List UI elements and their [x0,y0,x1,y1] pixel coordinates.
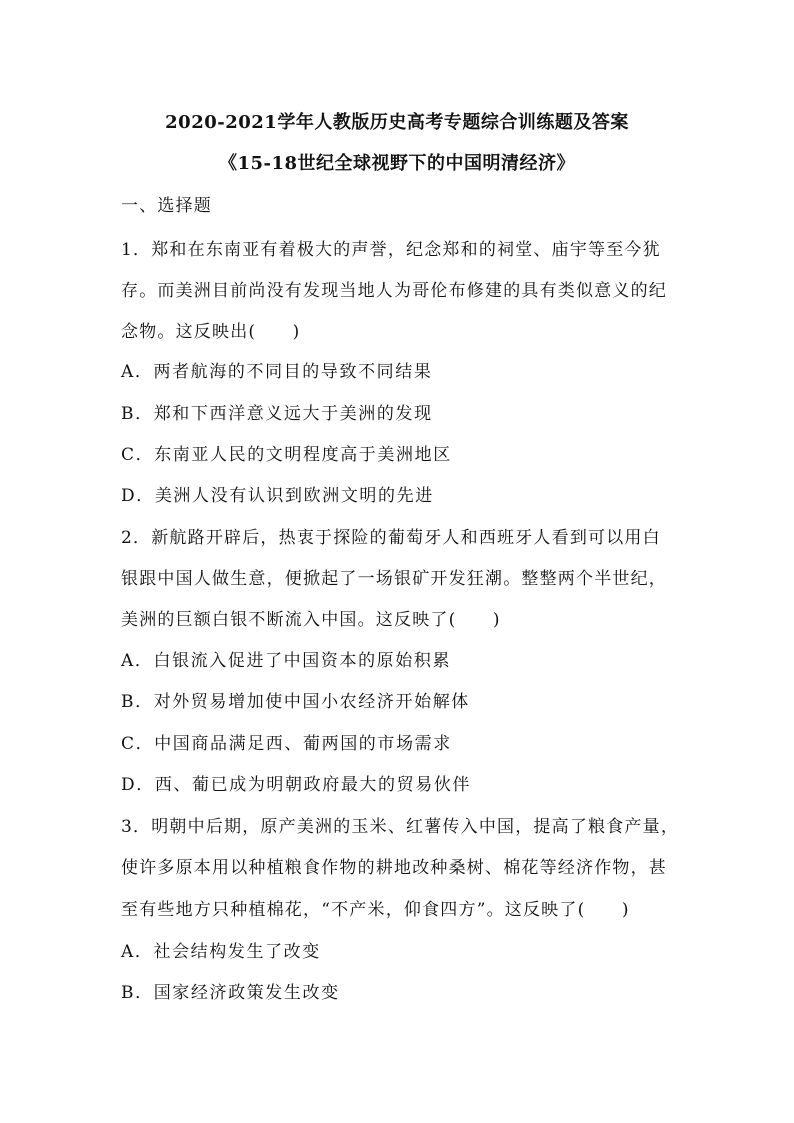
question-1-option-b: B．郑和下西洋意义远大于美洲的发现 [121,404,433,424]
question-3-option-b: B．国家经济政策发生改变 [121,983,340,1003]
question-1-line-2: 存。而美洲目前尚没有发现当地人为哥伦布修建的具有类似意义的纪 [121,281,667,301]
question-2-line-3: 美洲的巨额白银不断流入中国。这反映了( ) [121,610,501,630]
question-2-option-c: C．中国商品满足西、葡两国的市场需求 [121,734,452,754]
question-2-line-1: 2．新航路开辟后，热衷于探险的葡萄牙人和西班牙人看到可以用白 [121,528,661,548]
question-2-option-a: A．白银流入促进了中国资本的原始积累 [121,651,452,671]
question-3-line-2: 使许多原本用以种植粮食作物的耕地改种桑树、棉花等经济作物，甚 [121,858,667,878]
question-2-line-2: 银跟中国人做生意，便掀起了一场银矿开发狂潮。整整两个半世纪， [121,569,667,589]
section-heading: 一、选择题 [121,196,212,216]
question-2-option-d: D．西、葡已成为明朝政府最大的贸易伙伴 [121,775,472,795]
question-1-option-d: D．美洲人没有认识到欧洲文明的先进 [121,486,434,506]
document-title: 2020-2021学年人教版历史高考专题综合训练题及答案 [165,112,629,133]
question-3-line-1: 3．明朝中后期，原产美洲的玉米、红薯传入中国，提高了粮食产量， [121,817,680,837]
question-1-option-c: C．东南亚人民的文明程度高于美洲地区 [121,445,452,465]
question-1-option-a: A．两者航海的不同目的导致不同结果 [121,362,433,382]
question-3-option-a: A．社会结构发生了改变 [121,942,321,962]
question-3-line-3: 至有些地方只种植棉花，“不产米，仰食四方”。这反映了( ) [121,900,630,920]
question-1-line-1: 1．郑和在东南亚有着极大的声誉，纪念郑和的祠堂、庙宇等至今犹 [121,240,661,260]
question-2-option-b: B．对外贸易增加使中国小农经济开始解体 [121,692,470,712]
question-1-line-3: 念物。这反映出( ) [121,322,301,342]
document-subtitle: 《15-18世纪全球视野下的中国明清经济》 [218,153,576,174]
